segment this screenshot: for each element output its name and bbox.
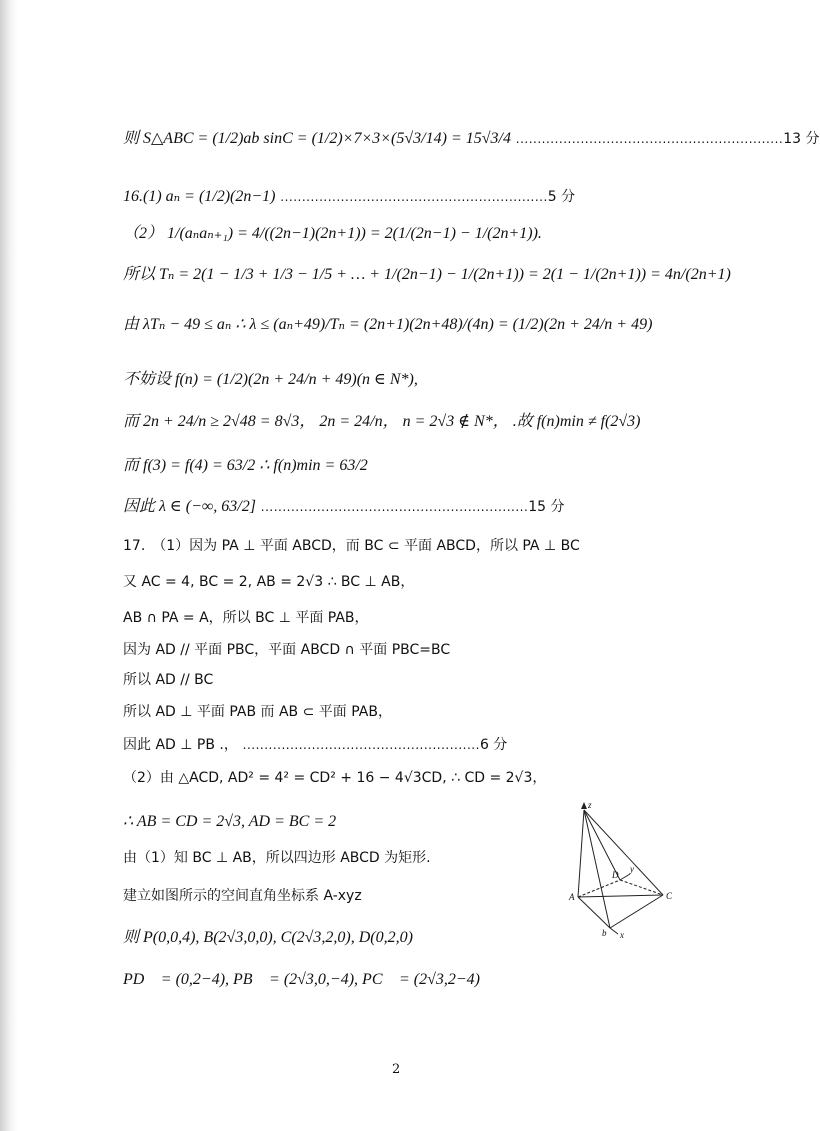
line-text: 16.(1) aₙ = (1/2)(2n−1)	[123, 188, 276, 205]
line-tn-sum: 所以 Tₙ = 2(1 − 1/3 + 1/3 − 1/5 + … + 1/(2n−1) − 1/(2n+1)) = 2(1 − 1/(2n+1)) = 4n/(2n+1)	[123, 266, 731, 283]
label-c: C	[666, 891, 673, 901]
line-17-1: 17. （1）因为 PA ⊥ 平面 ABCD，而 BC ⊂ 平面 ABCD，所以 PA ⊥ BC	[123, 538, 580, 554]
line-ad-parallel-bc: 所以 AD // BC	[123, 672, 214, 688]
edge-pc	[584, 810, 663, 895]
line-vectors: PD⃗ = (0,2−4), PB⃗ = (2√3,0,−4), PC⃗ = (2√3,2−4)	[123, 971, 480, 988]
line-points: 则 P(0,0,4), B(2√3,0,0), C(2√3,2,0), D(0,2,0)	[123, 929, 413, 946]
edge-ad	[578, 880, 620, 897]
line-lambda-bound: 由 λTₙ − 49 ≤ aₙ ∴ λ ≤ (aₙ+49)/Tₙ = (2n+1)(2n+48)/(4n) = (1/2)(2n + 24/n + 49)	[123, 316, 653, 333]
y-axis	[620, 874, 630, 880]
line-rectangle: 由（1）知 BC ⊥ AB，所以四边形 ABCD 为矩形.	[123, 850, 431, 866]
score-mark: 13 分	[783, 131, 820, 147]
line-triangle-area	[123, 128, 820, 149]
label-a: A	[569, 892, 575, 902]
page-edge-shadow	[0, 0, 18, 1131]
line-define-f: 不妨设 f(n) = (1/2)(2n + 24/n + 49)(n ∈ N*),	[123, 371, 418, 388]
line-ac-bc-ab: 又 AC = 4, BC = 2, AB = 2√3 ∴ BC ⊥ AB，	[123, 574, 415, 590]
score-mark: 15 分	[528, 499, 565, 515]
line-coordinate-system: 建立如图所示的空间直角坐标系 A-xyz	[123, 888, 362, 904]
line-lengths: ∴ AB = CD = 2√3, AD = BC = 2	[123, 813, 337, 830]
x-axis	[610, 928, 618, 934]
line-17-2: （2）由 △ACD, AD² = 4² = CD² + 16 − 4√3CD, ∴ CD = 2√3，	[123, 770, 547, 786]
line-f-min: 而 f(3) = f(4) = 63/2 ∴ f(n)min = 63/2	[123, 457, 368, 474]
line-text: 因此 λ ∈ (−∞, 63/2]	[123, 498, 256, 515]
label-y: y	[630, 864, 634, 874]
line-ad-perp-pab: 所以 AD ⊥ 平面 PAB 而 AB ⊂ 平面 PAB，	[123, 704, 392, 720]
line-16-1	[123, 186, 575, 207]
line-ad-perp-pb	[123, 734, 507, 755]
edge-ac	[578, 895, 663, 897]
edge-pb	[584, 810, 610, 928]
line-inequality: 而 2n + 24/n ≥ 2√48 = 8√3， 2n = 24/n， n = 2√3 ∉ N*， .故 f(n)min ≠ f(2√3)	[123, 413, 641, 430]
leader-dots: .......................................................	[242, 738, 480, 752]
line-text: 则 S△ABC = (1/2)ab sinC = (1/2)×7×3×(5√3/14) = 15√3/4	[123, 130, 511, 147]
label-x: x	[620, 930, 624, 940]
line-lambda-range	[123, 496, 565, 517]
line-text: 因此 AD ⊥ PB .，	[123, 737, 238, 753]
pyramid-figure	[568, 800, 680, 940]
edge-pa	[578, 810, 584, 897]
line-bc-perp-pab: AB ∩ PA = A，所以 BC ⊥ 平面 PAB，	[123, 610, 369, 626]
leader-dots: ..............................................................	[515, 132, 784, 146]
edge-ab	[578, 897, 610, 928]
edge-bc	[610, 895, 663, 928]
score-mark: 6 分	[479, 737, 508, 753]
leader-dots: ..............................................................	[260, 500, 529, 514]
label-d: D	[612, 870, 619, 880]
z-arrow-icon	[581, 802, 587, 809]
score-mark: 5 分	[547, 189, 576, 205]
label-z: z	[588, 800, 592, 810]
label-b: b	[602, 928, 607, 938]
leader-dots: ..............................................................	[280, 190, 548, 204]
page-number: 2	[392, 1062, 401, 1077]
line-ad-parallel-plane: 因为 AD // 平面 PBC，平面 ABCD ∩ 平面 PBC=BC	[123, 642, 451, 658]
line-16-2: （2） 1/(aₙaₙ₊₁) = 4/((2n−1)(2n+1)) = 2(1/(2n−1) − 1/(2n+1)).	[123, 225, 542, 242]
